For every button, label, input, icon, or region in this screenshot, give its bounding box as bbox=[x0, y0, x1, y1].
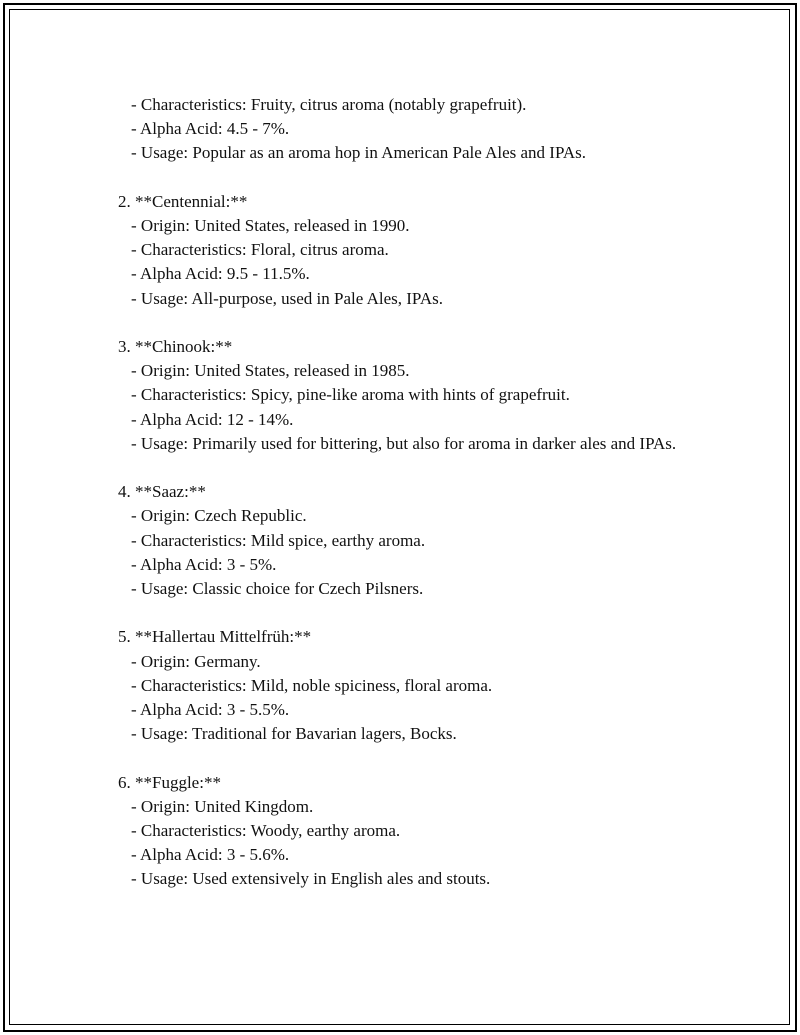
section-line: - Origin: United States, released in 1990. bbox=[131, 216, 410, 235]
section-line: - Characteristics: Mild, noble spiciness, floral aroma. bbox=[131, 675, 493, 695]
section-line: - Usage: Traditional for Bavarian lagers, Bocks. bbox=[131, 724, 457, 744]
section-line: - Alpha Acid: 3 - 5%. bbox=[131, 554, 277, 574]
section-heading: 2. **Centennial:** bbox=[118, 191, 248, 211]
section-line: - Alpha Acid: 12 - 14%. bbox=[131, 409, 294, 429]
section-hallertau bbox=[118, 625, 698, 746]
spacer bbox=[118, 601, 698, 625]
spacer bbox=[118, 746, 698, 770]
section-line: - Characteristics: Spicy, pine-like aroma with hints of grapefruit. bbox=[131, 385, 570, 405]
section-line: - Characteristics: Mild spice, earthy aroma. bbox=[131, 530, 426, 550]
intro-line: - Alpha Acid: 4.5 - 7%. bbox=[131, 119, 290, 139]
spacer bbox=[118, 166, 698, 190]
section-line: - Alpha Acid: 3 - 5.6%. bbox=[131, 845, 290, 865]
section-line: - Origin: Germany. bbox=[131, 651, 261, 671]
section-line: - Characteristics: Woody, earthy aroma. bbox=[131, 821, 401, 841]
section-line: - Origin: United Kingdom. bbox=[131, 796, 314, 816]
section-line: - Usage: Classic choice for Czech Pilsners. bbox=[131, 579, 424, 599]
intro-line: - Characteristics: Fruity, citrus aroma (notably grapefruit). bbox=[131, 95, 527, 114]
spacer bbox=[118, 311, 698, 335]
section-line: - Alpha Acid: 9.5 - 11.5%. bbox=[131, 264, 310, 284]
section-line: - Usage: All-purpose, used in Pale Ales, IPAs. bbox=[131, 288, 443, 308]
section-line: - Origin: United States, released in 1985. bbox=[131, 361, 410, 381]
section-chinook bbox=[118, 335, 698, 456]
section-line: - Alpha Acid: 3 - 5.5%. bbox=[131, 700, 290, 720]
section-line: - Usage: Used extensively in English ales and stouts. bbox=[131, 869, 491, 889]
intro-line: - Usage: Popular as an aroma hop in American Pale Ales and IPAs. bbox=[131, 143, 586, 163]
section-heading: 5. **Hallertau Mittelfrüh:** bbox=[118, 627, 312, 647]
document-body bbox=[118, 93, 698, 892]
section-line: - Characteristics: Floral, citrus aroma. bbox=[131, 240, 389, 260]
section-fuggle bbox=[118, 771, 698, 892]
section-line: - Origin: Czech Republic. bbox=[131, 506, 307, 526]
intro-block bbox=[118, 93, 698, 166]
spacer bbox=[118, 456, 698, 480]
section-centennial bbox=[118, 190, 698, 311]
section-saaz bbox=[118, 480, 698, 601]
section-line: - Usage: Primarily used for bittering, but also for aroma in darker ales and IPAs. bbox=[131, 433, 677, 453]
section-heading: 3. **Chinook:** bbox=[118, 337, 233, 356]
section-heading: 4. **Saaz:** bbox=[118, 482, 206, 502]
section-heading: 6. **Fuggle:** bbox=[118, 772, 221, 792]
